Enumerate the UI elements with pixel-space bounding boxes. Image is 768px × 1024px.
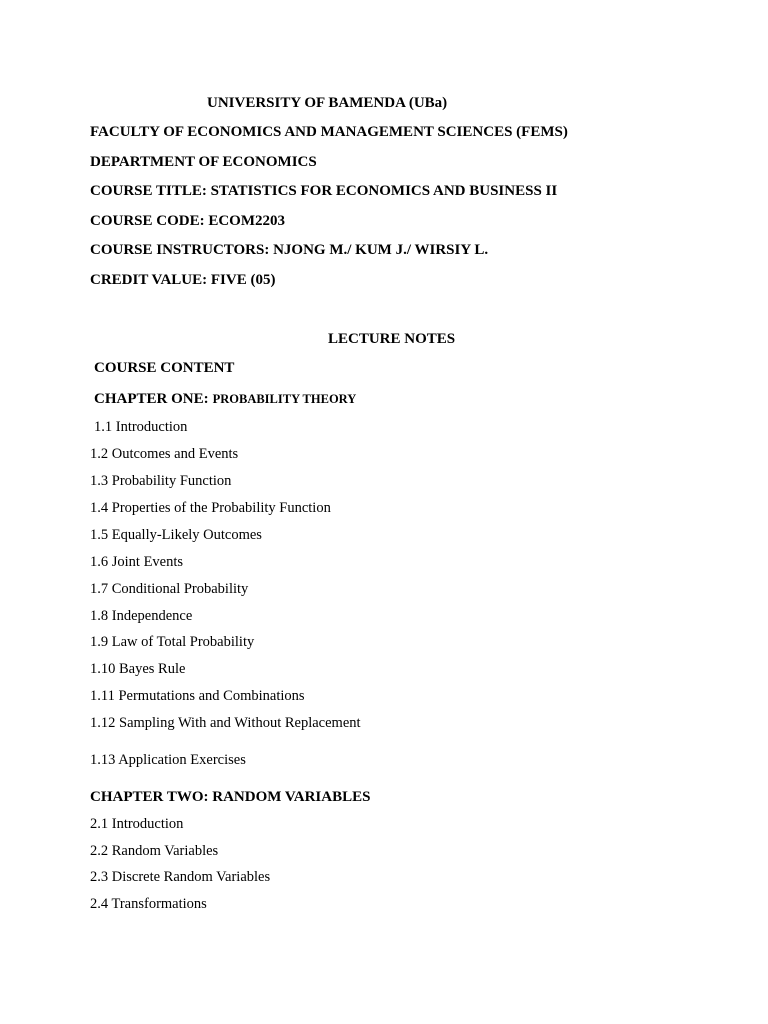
list-item: 1.7 Conditional Probability <box>90 581 249 597</box>
chapter-one-heading <box>94 391 356 407</box>
list-item: 1.11 Permutations and Combinations <box>90 688 305 704</box>
list-item: 1.3 Probability Function <box>90 473 232 489</box>
list-item: 1.10 Bayes Rule <box>90 661 186 677</box>
list-item: 1.13 Application Exercises <box>90 752 246 768</box>
faculty-name: FACULTY OF ECONOMICS AND MANAGEMENT SCIENCES (FEMS) <box>90 124 568 140</box>
list-item: 1.1 Introduction <box>94 419 188 435</box>
list-item: 1.4 Properties of the Probability Function <box>90 500 331 516</box>
chapter-one-subtitle: PROBABILITY THEORY <box>212 392 357 406</box>
list-item: 1.5 Equally-Likely Outcomes <box>90 527 262 543</box>
credit-value: CREDIT VALUE: FIVE (05) <box>90 272 276 288</box>
list-item: 1.12 Sampling With and Without Replacement <box>90 715 361 731</box>
course-code: COURSE CODE: ECOM2203 <box>90 213 286 229</box>
course-title: COURSE TITLE: STATISTICS FOR ECONOMICS AND BUSINESS II <box>90 183 558 199</box>
course-content-heading: COURSE CONTENT <box>94 360 235 376</box>
list-item: 2.4 Transformations <box>90 896 207 912</box>
chapter-two-heading: CHAPTER TWO: RANDOM VARIABLES <box>90 789 371 805</box>
list-item: 1.8 Independence <box>90 608 193 624</box>
list-item: 1.2 Outcomes and Events <box>90 446 239 462</box>
list-item: 2.1 Introduction <box>90 816 184 832</box>
department-name: DEPARTMENT OF ECONOMICS <box>90 154 317 170</box>
chapter-one-label: CHAPTER ONE: <box>94 391 209 407</box>
list-item: 1.9 Law of Total Probability <box>90 634 255 650</box>
list-item: 2.2 Random Variables <box>90 843 219 859</box>
list-item: 2.3 Discrete Random Variables <box>90 869 271 885</box>
list-item: 1.6 Joint Events <box>90 554 184 570</box>
university-name: UNIVERSITY OF BAMENDA (UBa) <box>207 95 448 111</box>
lecture-notes-title: LECTURE NOTES <box>328 331 456 347</box>
course-instructors: COURSE INSTRUCTORS: NJONG M./ KUM J./ WIRSIY L. <box>90 242 489 258</box>
